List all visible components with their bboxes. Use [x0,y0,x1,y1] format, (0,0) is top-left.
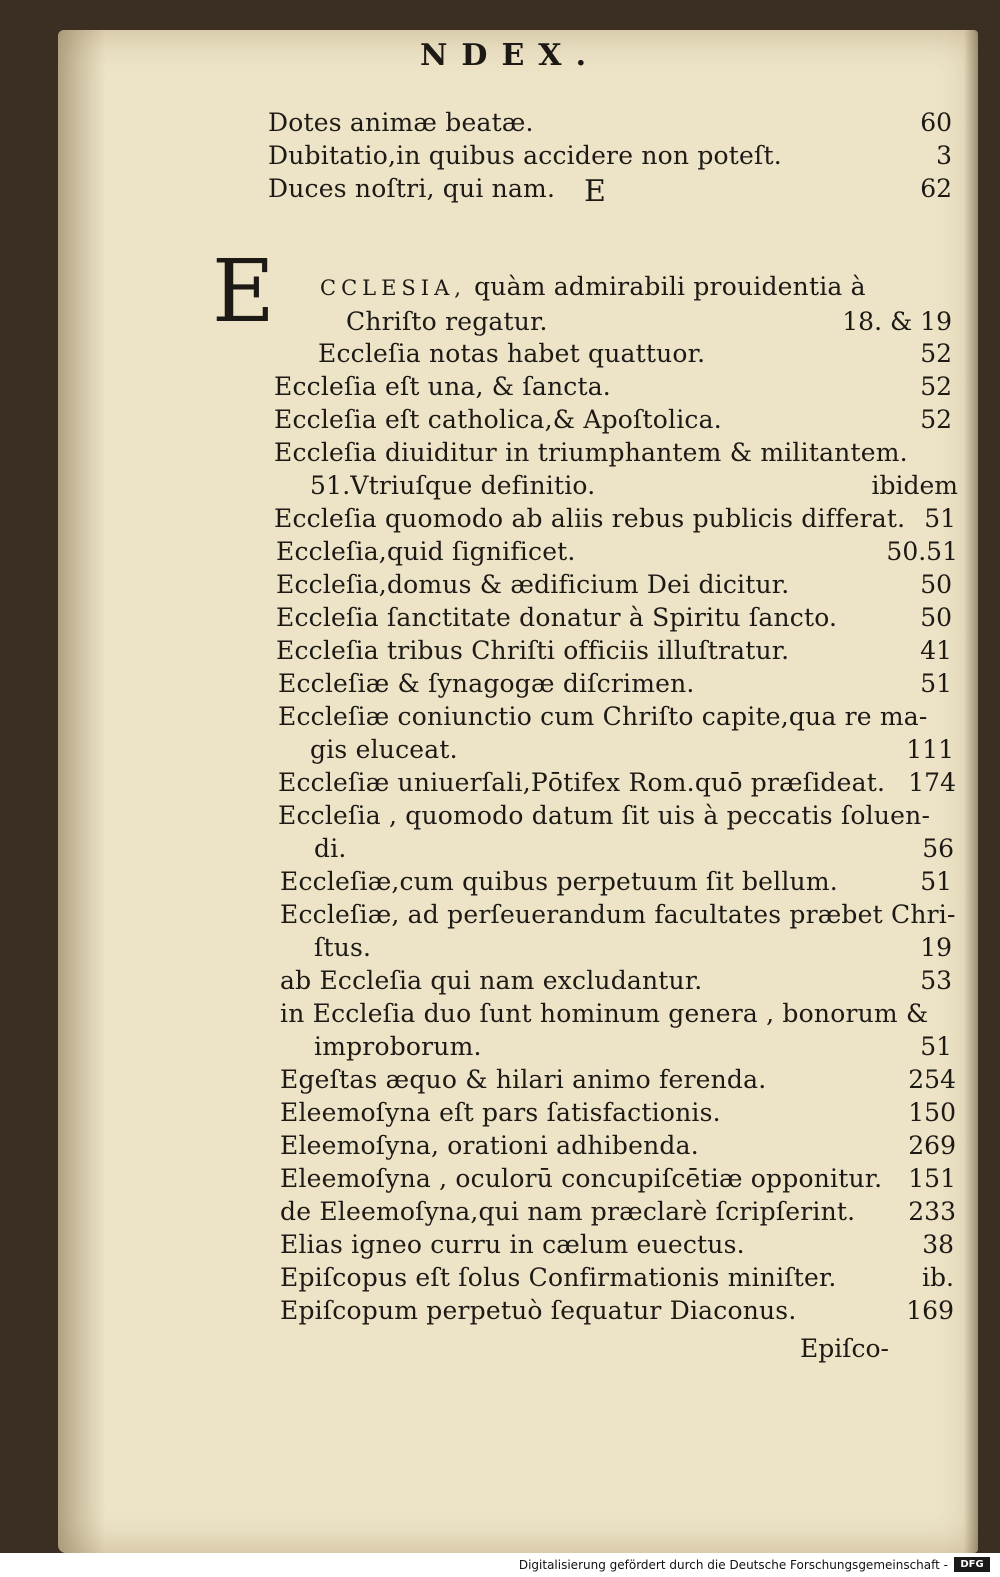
index-entry: Eccleſiæ uniuerſali,Pōtifex Rom.quō præſideat. [278,768,886,797]
index-entry: Elias igneo curru in cælum euectus. [280,1230,745,1259]
index-page-number: ib. [922,1263,954,1292]
catchword: Epiſco- [800,1334,890,1363]
index-entry: Dubitatio,in quibus accidere non poteſt. [268,141,782,170]
index-page-number: 269 [908,1131,956,1160]
index-entry: Eccleſia ſanctitate donatur à Spiritu ſancto. [276,603,838,632]
index-entry: Eccleſia notas habet quattuor. [318,339,706,368]
index-page-number: 19 [920,933,952,962]
index-page-number: 50 [920,603,952,632]
index-page-number: 151 [908,1164,956,1193]
index-entry: Eccleſiæ,cum quibus perpetuum ſit bellum. [280,867,838,896]
index-page-number: 53 [920,966,952,995]
index-entry: Eccleſiæ coniunctio cum Chriſto capite,qua re ma- [278,702,928,731]
index-entry: de Eleemoſyna,qui nam præclarè ſcripſerint. [280,1197,856,1226]
index-page-number: 60 [920,108,952,137]
index-page-number: 174 [908,768,956,797]
index-page-number: 52 [920,405,952,434]
index-page-number: 51 [920,1032,952,1061]
index-entry: Eccleſia quomodo ab aliis rebus publicis differat. [274,504,906,533]
drop-cap: E [212,242,275,342]
index-entry: Eleemoſyna , oculorū concupiſcētiæ opponitur. [280,1164,883,1193]
section-letter: E [584,174,606,209]
index-entry: 51.Vtriuſque definitio. [310,471,596,500]
index-page-number: 50.51 [886,537,958,566]
index-entry: Eccleſia eſt una, & ſancta. [274,372,611,401]
index-entry: Eleemoſyna, orationi adhibenda. [280,1131,699,1160]
index-page-number: 41 [920,636,952,665]
smallcaps-heading: CCLESIA, [320,276,466,300]
index-page-number: 3 [936,141,952,170]
index-entry: ſtus. [314,933,372,962]
index-page-number: 56 [922,834,954,863]
index-entry: improborum. [314,1032,482,1061]
index-page-number: 51 [920,867,952,896]
index-page-number: 254 [908,1065,956,1094]
dfg-logo: DFG [954,1557,990,1572]
index-entry: Duces noſtri, qui nam. [268,174,556,203]
index-page-number: 233 [908,1197,956,1226]
index-entry: Eccleſia tribus Chriſti officiis illuſtratur. [276,636,790,665]
index-entry: Eccleſiæ, ad perſeuerandum facultates præbet Chri- [280,900,956,929]
index-page-number: 150 [908,1098,956,1127]
index-page-number: 169 [906,1296,954,1325]
index-page-number: 50 [920,570,952,599]
index-entry: Eccleſia diuiditur in triumphantem & militantem. [274,438,908,467]
index-entry: Eccleſia , quomodo datum ſit uis à peccatis ſoluen- [278,801,931,830]
index-page-number: 52 [920,372,952,401]
footer-credit: Digitalisierung gefördert durch die Deutsche Forschungsgemeinschaft - [518,1558,948,1572]
index-entry: Egeſtas æquo & hilari animo ferenda. [280,1065,767,1094]
index-entry-first-line2: Chriſto regatur. [346,307,548,336]
digitization-footer [0,1553,1000,1577]
index-page-number: 62 [920,174,952,203]
index-entry: di. [314,834,347,863]
index-entry: Eccleſia,quid ſignificet. [276,537,576,566]
index-entry: Eccleſia,domus & ædificium Dei dicitur. [276,570,790,599]
index-entry: Epiſcopus eſt ſolus Confirmationis miniſter. [280,1263,837,1292]
index-page-number: 18. & 19 [842,307,952,336]
index-entry-first-line1 [320,272,866,303]
index-entry: ab Eccleſia qui nam excludantur. [280,966,703,995]
running-head: NDEX. [420,38,601,73]
index-page-number: 52 [920,339,952,368]
index-entry: Eccleſiæ & ſynagogæ diſcrimen. [278,669,695,698]
index-entry: Eccleſia eſt catholica,& Apoſtolica. [274,405,722,434]
index-page-number: ibidem [871,471,958,500]
index-entry: in Eccleſia duo ſunt hominum genera , bonorum & [280,999,929,1028]
index-page-number: 51 [920,669,952,698]
index-entry: Eleemoſyna eſt pars ſatisfactionis. [280,1098,721,1127]
index-page-number: 38 [922,1230,954,1259]
index-page-number: 51 [924,504,956,533]
index-entry: Dotes animæ beatæ. [268,108,534,137]
index-entry: gis eluceat. [310,735,458,764]
index-entry-text: quàm admirabili prouidentia à [474,272,866,301]
index-entry: Epiſcopum perpetuò ſequatur Diaconus. [280,1296,797,1325]
index-page-number: 111 [906,735,954,764]
